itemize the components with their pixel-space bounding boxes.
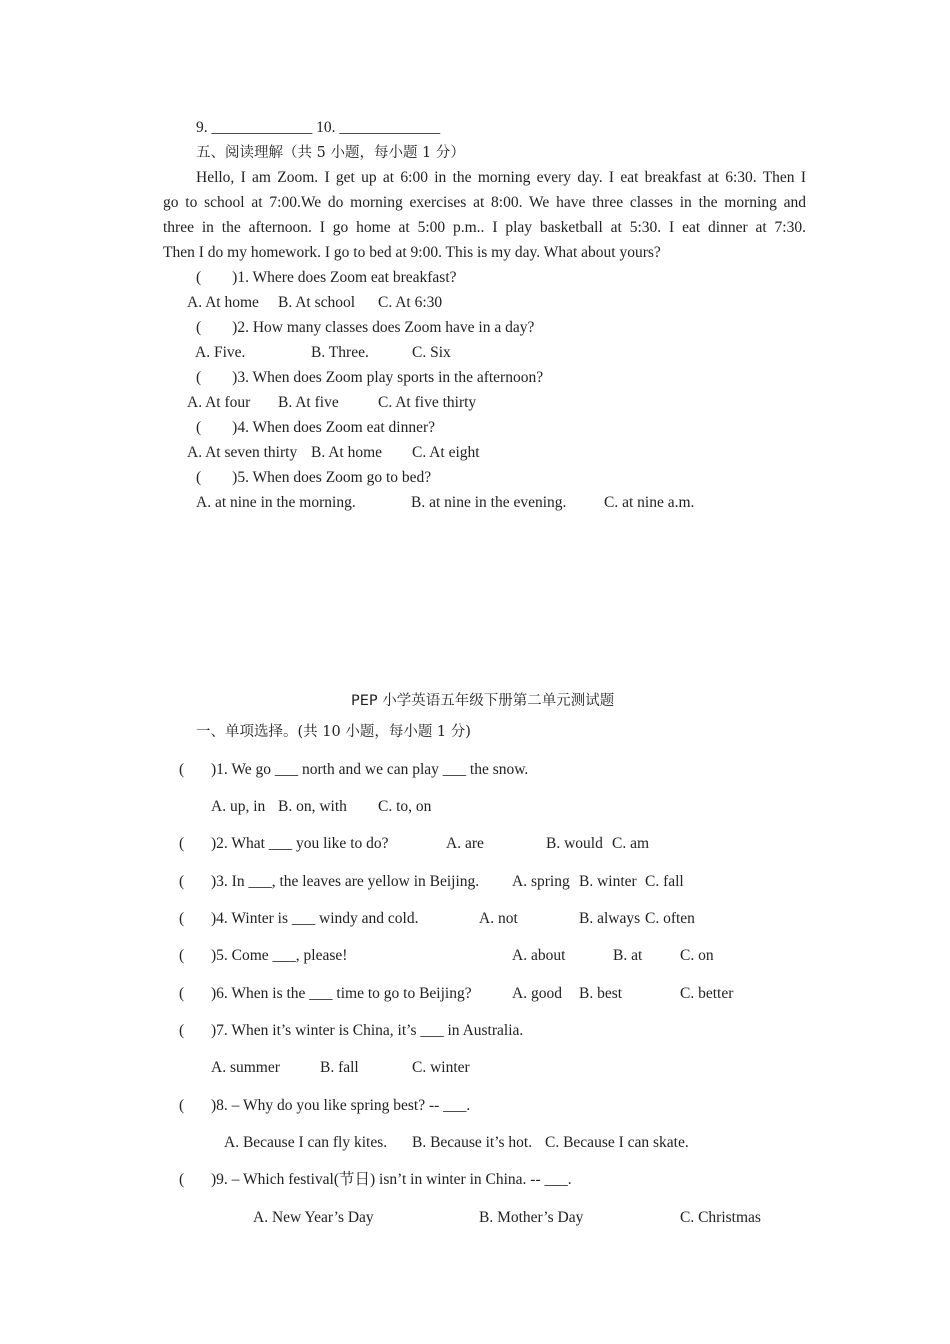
choice-question-1: )1. We go ___ north and we can play ___ the snow. <box>211 761 529 778</box>
choice-question-7: )7. When it’s winter is China, it’s ___ in Australia. <box>211 1022 524 1039</box>
option-a: A. at nine in the morning. <box>196 494 356 511</box>
option-b: B. at <box>613 947 643 964</box>
option-c: C. winter <box>412 1059 470 1076</box>
choice-question-9: )9. – Which festival(节日) isn’t in winter in China. -- ___. <box>211 1171 572 1188</box>
choice-question-2: )2. What ___ you like to do? <box>211 835 389 852</box>
option-b: B. At school <box>278 294 356 311</box>
passage-line: three in the afternoon. I go home at 5:00 p.m.. I play basketball at 5:30. I eat dinner at 7:30. <box>163 219 806 236</box>
option-a: A. spring <box>512 873 570 890</box>
answer-blanks-line: 9. _____________ 10. _____________ <box>196 119 441 136</box>
option-c: C. often <box>645 910 695 927</box>
option-b: B. At five <box>278 394 339 411</box>
option-c: C. Six <box>412 344 451 361</box>
test-title: PEP 小学英语五年级下册第二单元测试题 <box>351 693 615 709</box>
answer-paren: ( <box>179 910 185 927</box>
answer-paren: ( <box>179 1097 185 1114</box>
answer-paren: ( <box>179 761 185 778</box>
reading-question-4: ( )4. When does Zoom eat dinner? <box>196 419 436 436</box>
option-b: B. on, with <box>278 798 347 815</box>
option-a: A. about <box>512 947 566 964</box>
reading-question-3: ( )3. When does Zoom play sports in the afternoon? <box>196 369 544 386</box>
option-b: B. at nine in the evening. <box>411 494 567 511</box>
option-b: B. fall <box>320 1059 359 1076</box>
option-a: A. good <box>512 985 562 1002</box>
choice-question-5: )5. Come ___, please! <box>211 947 348 964</box>
reading-question-2: ( )2. How many classes does Zoom have in a day? <box>196 319 535 336</box>
reading-question-5: ( )5. When does Zoom go to bed? <box>196 469 432 486</box>
answer-paren: ( <box>179 873 185 890</box>
answer-paren: ( <box>179 835 185 852</box>
option-c: C. better <box>680 985 734 1002</box>
option-c: C. to, on <box>378 798 432 815</box>
option-a: A. up, in <box>211 798 266 815</box>
option-b: B. At home <box>311 444 383 461</box>
option-c: C. at nine a.m. <box>604 494 695 511</box>
choice-question-4: )4. Winter is ___ windy and cold. <box>211 910 419 927</box>
option-a: A. At home <box>187 294 259 311</box>
section-heading-choice: 一、单项选择。(共 10 小题，每小题 1 分) <box>196 724 471 740</box>
option-c: C. Christmas <box>680 1209 761 1226</box>
option-b: B. winter <box>579 873 637 890</box>
answer-paren: ( <box>179 985 185 1002</box>
option-a: A. Five. <box>195 344 246 361</box>
option-c: C. Because I can skate. <box>545 1134 689 1151</box>
option-c: C. At eight <box>412 444 480 461</box>
option-c: C. fall <box>645 873 684 890</box>
option-b: B. always <box>579 910 641 927</box>
option-a: A. not <box>479 910 518 927</box>
answer-paren: ( <box>179 947 185 964</box>
option-c: C. on <box>680 947 714 964</box>
option-a: A. are <box>446 835 484 852</box>
passage-line: Then I do my homework. I go to bed at 9:00. This is my day. What about yours? <box>163 244 661 261</box>
option-c: C. At five thirty <box>378 394 477 411</box>
option-a: A. summer <box>211 1059 280 1076</box>
option-a: A. At four <box>187 394 251 411</box>
option-b: B. Mother’s Day <box>479 1209 584 1226</box>
passage-line: go to school at 7:00.We do morning exercises at 8:00. We have three classes in the morning and <box>163 194 806 211</box>
option-b: B. would <box>546 835 603 852</box>
reading-question-1: ( )1. Where does Zoom eat breakfast? <box>196 269 457 286</box>
option-c: C. am <box>612 835 650 852</box>
option-b: B. Three. <box>311 344 369 361</box>
choice-question-6: )6. When is the ___ time to go to Beijing? <box>211 985 472 1002</box>
option-a: A. At seven thirty <box>187 444 298 461</box>
passage-line: Hello, I am Zoom. I get up at 6:00 in the morning every day. I eat breakfast at 6:30. Then I <box>196 169 806 186</box>
option-c: C. At 6:30 <box>378 294 443 311</box>
answer-paren: ( <box>179 1171 185 1188</box>
section-heading-reading: 五、阅读理解（共 5 小题，每小题 1 分） <box>196 145 465 161</box>
option-a: A. Because I can fly kites. <box>224 1134 388 1151</box>
option-a: A. New Year’s Day <box>253 1209 374 1226</box>
choice-question-3: )3. In ___, the leaves are yellow in Beijing. <box>211 873 480 890</box>
option-b: B. Because it’s hot. <box>412 1134 533 1151</box>
answer-paren: ( <box>179 1022 185 1039</box>
option-b: B. best <box>579 985 623 1002</box>
choice-question-8: )8. – Why do you like spring best? -- ___. <box>211 1097 471 1114</box>
